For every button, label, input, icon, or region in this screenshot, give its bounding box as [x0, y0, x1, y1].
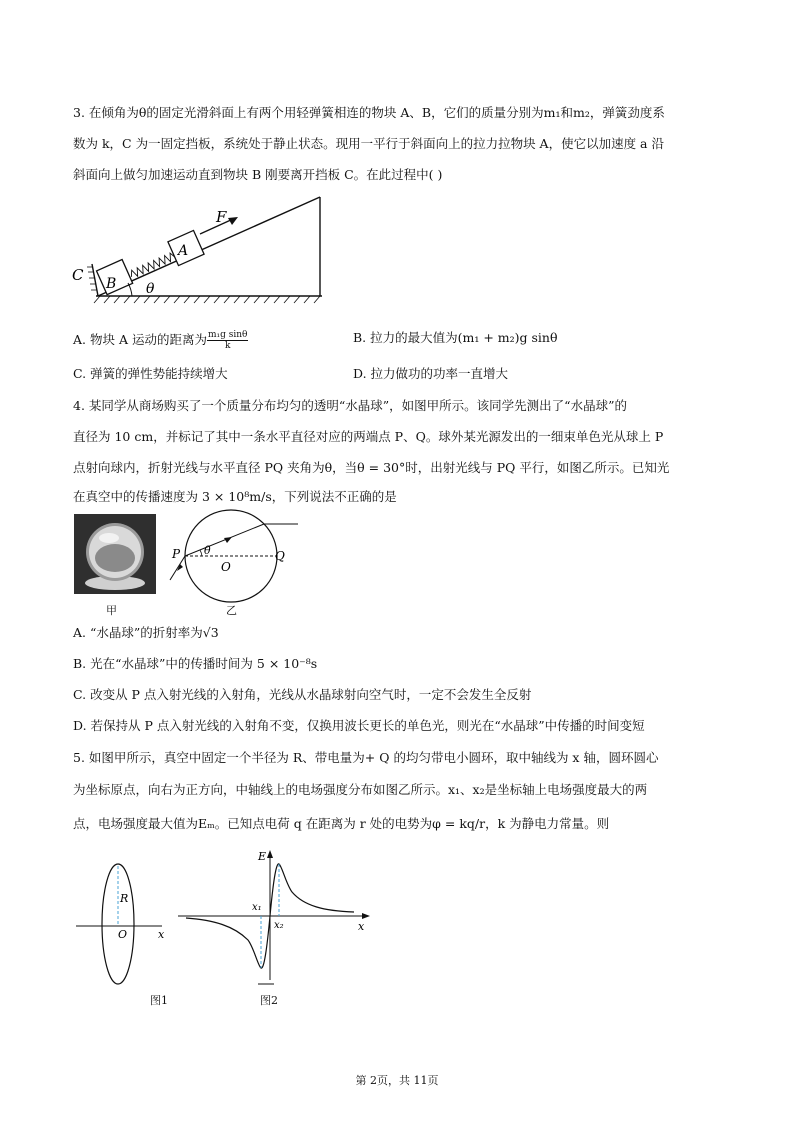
label-theta: θ — [146, 281, 155, 297]
refracted-ray — [185, 524, 264, 556]
q4-option-a: A. “水晶球”的折射率为√3 — [73, 625, 219, 640]
q4-option-d: D. 若保持从 P 点入射光线的入射角不变，仅换用波长更长的单色光，则光在“水晶球”中传播的时间变短 — [73, 718, 645, 733]
spring — [129, 252, 176, 279]
label-f: F — [216, 208, 227, 226]
q3-line-1: 3. 在倾角为θ的固定光滑斜面上有两个用轻弹簧相连的物块 A、B，它们的质量分别为m₁和m₂，弹簧劲度系 — [73, 105, 665, 120]
q4-sphere-diagram — [166, 508, 300, 604]
label-p: P — [172, 547, 181, 561]
q5-line-3: 点，电场强度最大值为Eₘ。已知点电荷 q 在距离为 r 处的电势为φ = kq/r，k 为静电力常量。则 — [73, 816, 610, 831]
label-x-fig1: x — [158, 928, 165, 941]
q4-option-b: B. 光在“水晶球”中的传播时间为 5 × 10⁻⁸s — [73, 656, 318, 671]
label-x-fig2: x — [358, 920, 365, 933]
q5-line-1: 5. 如图甲所示，真空中固定一个半径为 R、带电量为+ Q 的均匀带电小圆环，取中轴线为 x 轴，圆环圆心 — [73, 750, 659, 765]
label-o-fig1: O — [118, 928, 128, 941]
q3-line-3: 斜面向上做匀加速运动直到物块 B 刚要离开挡板 C。在此过程中( ) — [73, 167, 443, 182]
q3-line-2: 数为 k，C 为一固定挡板，系统处于静止状态。现用一平行于斜面向上的拉力拉物块 A，使它以加速度 a 沿 — [73, 136, 664, 151]
label-c: C — [72, 266, 84, 284]
q5-figure-1 — [72, 862, 172, 992]
q3-option-c: C. 弹簧的弹性势能持续增大 — [73, 366, 228, 381]
crystal-ball-photo — [74, 514, 156, 594]
q5-line-2: 为坐标原点，向右为正方向，中轴线上的电场强度分布如图乙所示。x₁、x₂是坐标轴上电场强度最大的两 — [73, 782, 648, 797]
fig-caption-2: 图2 — [260, 994, 278, 1007]
ground-hatch — [94, 296, 320, 303]
q3-option-b: B. 拉力的最大值为(m₁ + m₂)g sinθ — [353, 330, 558, 345]
stopper-c — [92, 264, 98, 296]
label-b: B — [106, 276, 117, 292]
q4-line-4: 在真空中的传播速度为 3 × 10⁸m/s，下列说法不正确的是 — [73, 489, 397, 504]
q4-option-c: C. 改变从 P 点入射光线的入射角，光线从水晶球射向空气时，一定不会发生全反射 — [73, 687, 532, 702]
q5-figure-2 — [174, 848, 374, 988]
q4-line-3: 点射向球内，折射光线与水平直径 PQ 夹角为θ，当θ = 30°时，出射光线与 PQ 平行，如图乙所示。已知光 — [73, 460, 670, 475]
axis-x-arrow — [362, 913, 370, 919]
fig-caption-1: 图1 — [150, 994, 168, 1007]
label-r: R — [120, 892, 129, 905]
crystal-ball-image — [74, 514, 156, 594]
stopper-hatch — [87, 267, 97, 290]
label-a: A — [178, 243, 189, 259]
frac-numerator: m₁g sinθ — [207, 330, 248, 340]
q4-line-2: 直径为 10 cm，并标记了其中一条水平直径对应的两端点 P、Q。球外某光源发出的一细束单色光从球上 P — [73, 429, 664, 444]
q4-line-1: 4. 某同学从商场购买了一个质量分布均匀的透明“水晶球”，如图甲所示。该同学先测出了“水晶球”的 — [73, 398, 627, 413]
label-q: Q — [275, 549, 285, 563]
axis-e-arrow — [267, 850, 273, 858]
label-o: O — [221, 560, 231, 574]
page-footer: 第 2页，共 11页 — [355, 1074, 439, 1087]
fig-caption-yi: 乙 — [226, 604, 237, 617]
q3-option-a-text: A. 物块 A 运动的距离为 — [73, 332, 207, 347]
q3-option-a — [73, 330, 248, 351]
label-x1: x₁ — [252, 902, 262, 913]
theta-arc — [200, 550, 202, 556]
label-e: E — [258, 850, 267, 863]
frac-denominator: k — [224, 341, 231, 351]
label-x2: x₂ — [274, 920, 284, 931]
q3-incline-figure — [68, 192, 338, 312]
q3-option-a-fraction — [207, 330, 248, 351]
label-theta-4: θ — [204, 544, 211, 557]
fig-caption-jia: 甲 — [106, 604, 117, 617]
q3-option-d: D. 拉力做功的功率一直增大 — [353, 366, 509, 381]
